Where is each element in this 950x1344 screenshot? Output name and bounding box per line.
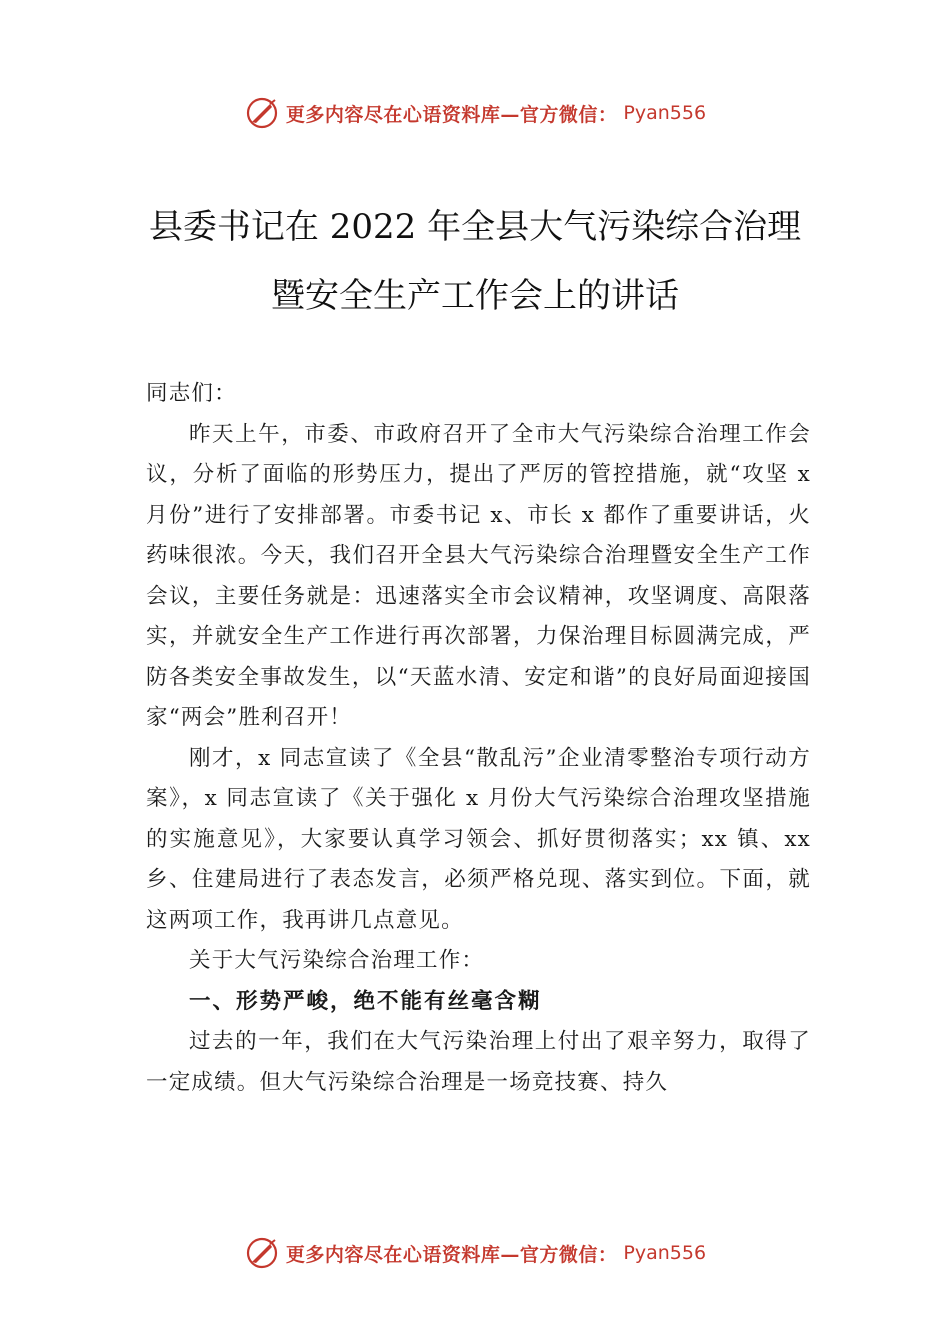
quill-circle-icon — [244, 95, 280, 131]
quill-circle-icon — [244, 1235, 280, 1271]
paragraph-1: 昨天上午，市委、市政府召开了全市大气污染综合治理工作会议，分析了面临的形势压力，提出了严厉的管控措施，就“攻坚 x 月份”进行了安排部署。市委书记 x、市长 x 都作了重要讲话，火药味很浓。今天，我们召开全县大气污染综合治理暨安全生产工作会议，主要任务就是：迅速落实全市会议精神，攻坚调度、高限落实，并就安全生产工作进行再次部署，力保治理目标圆满完成，严防各类安全事故发生，以“天蓝水清、安定和谐”的良好局面迎接国家“两会”胜利召开！ — [146, 421, 811, 730]
watermark-text: 更多内容尽在心语资料库—官方微信： — [285, 103, 618, 126]
document-title-line1: 县委书记在 2022 年全县大气污染综合治理 — [148, 207, 802, 247]
subsection-heading: 一、形势严峻，绝不能有丝毫含糊 — [189, 988, 542, 1014]
watermark-text: 更多内容尽在心语资料库—官方微信： — [285, 1243, 618, 1266]
section-heading: 关于大气污染综合治理工作： — [189, 948, 485, 973]
document-body — [146, 374, 811, 1103]
watermark-account: Pyan556 — [623, 102, 707, 124]
document-title-line2: 暨安全生产工作会上的讲话 — [271, 276, 679, 316]
watermark-account: Pyan556 — [623, 1242, 707, 1264]
watermark-header — [0, 93, 950, 133]
paragraph-3: 过去的一年，我们在大气污染治理上付出了艰辛努力，取得了一定成绩。但大气污染综合治理是一场竞技赛、持久 — [146, 1029, 811, 1095]
watermark-footer — [0, 1233, 950, 1273]
salutation: 同志们： — [146, 381, 237, 406]
paragraph-2: 刚才，x 同志宣读了《全县“散乱污”企业清零整治专项行动方案》，x 同志宣读了《关于强化 x 月份大气污染综合治理攻坚措施的实施意见》，大家要认真学习领会、抓好贯彻落实；xx 镇、xx 乡、住建局进行了表态发言，必须严格兑现、落实到位。下面，就这两项工作，我再讲几点意见。 — [146, 745, 811, 933]
